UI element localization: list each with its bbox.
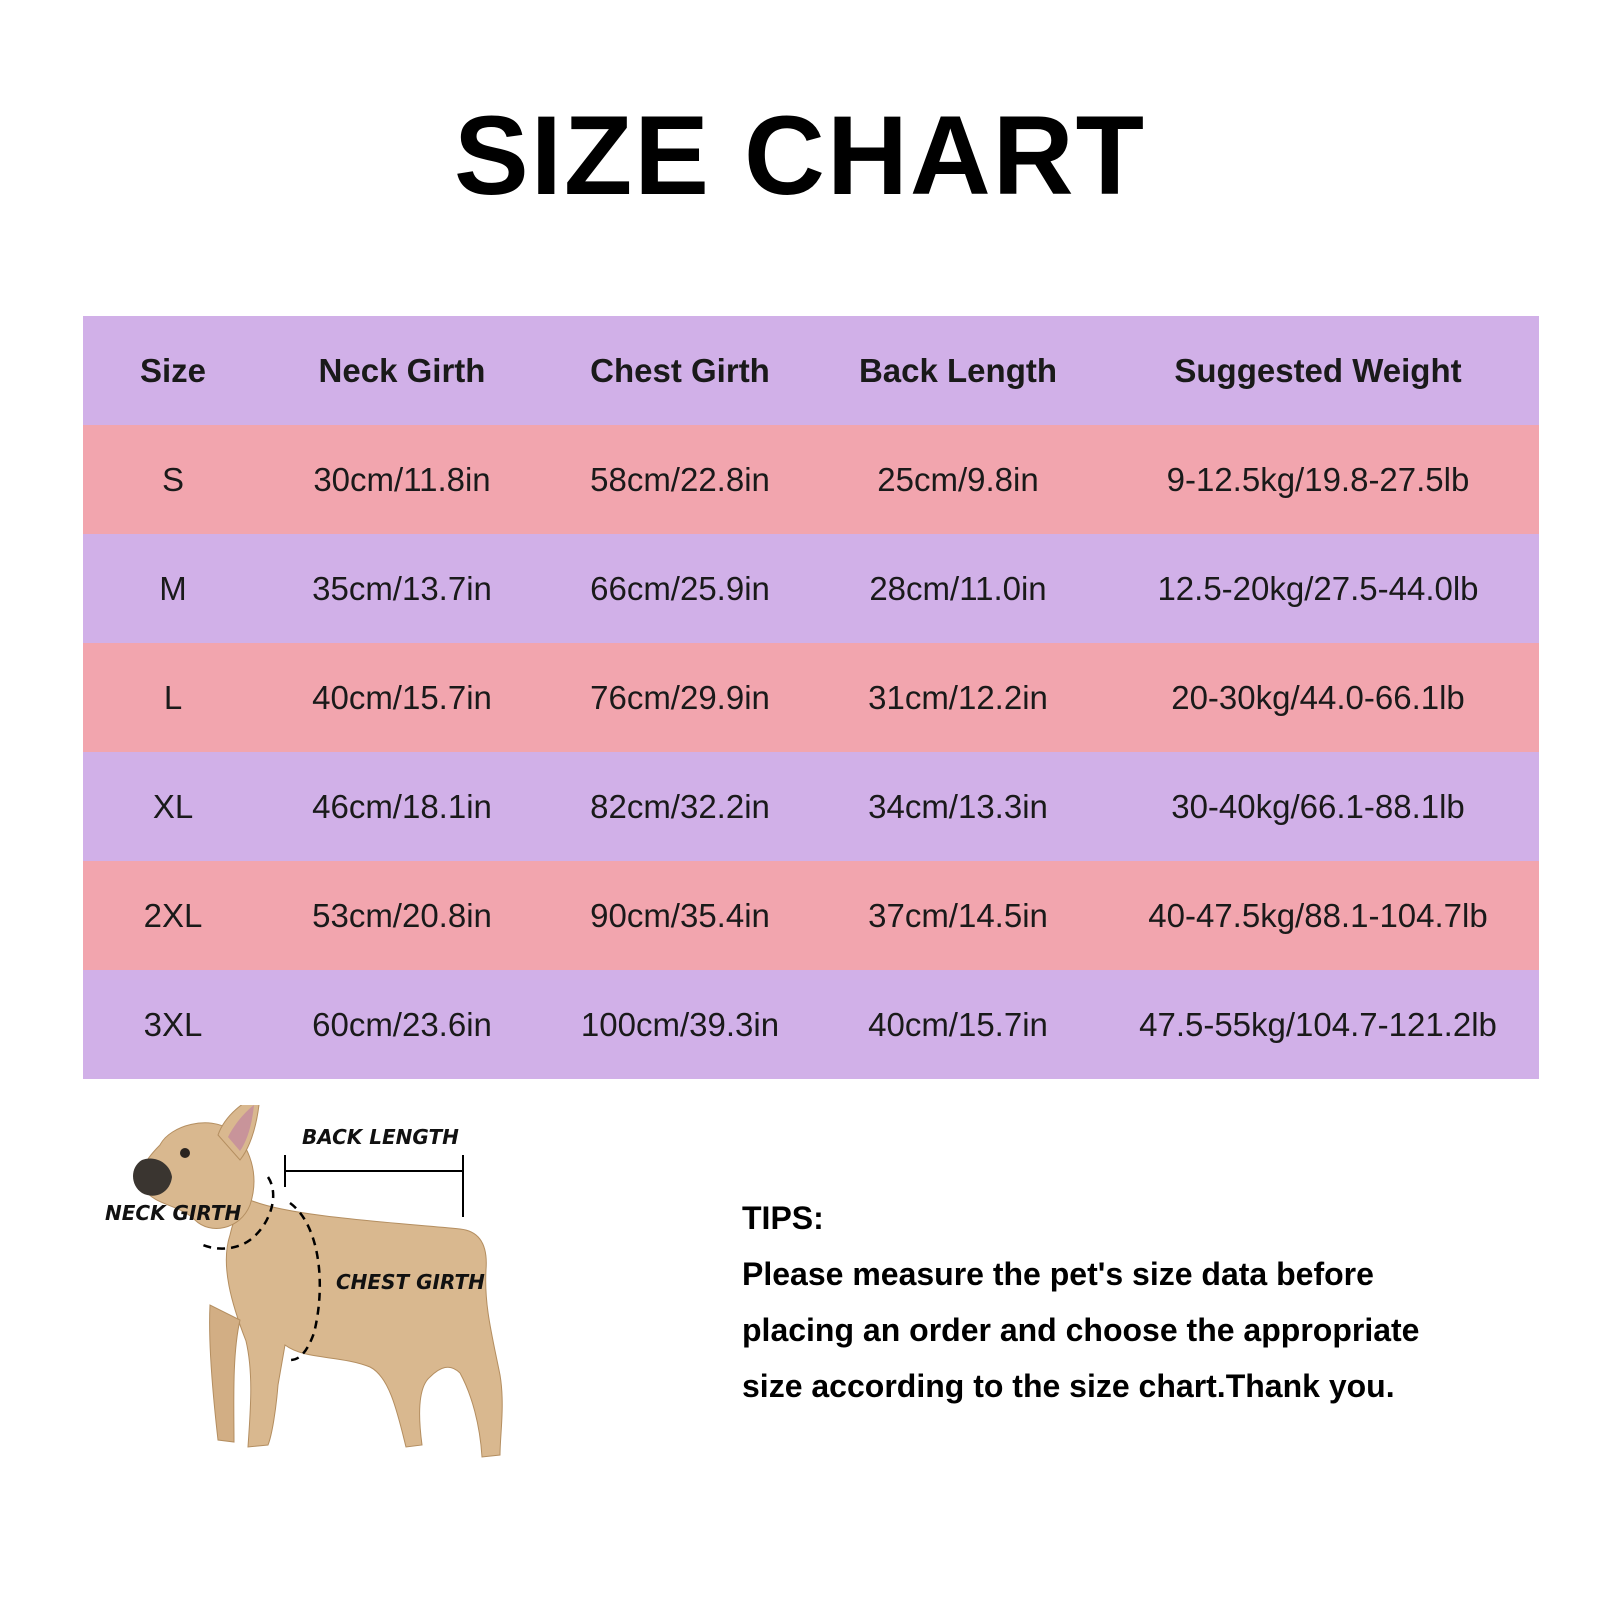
table-cell: 35cm/13.7in xyxy=(312,569,492,607)
dog-illustration xyxy=(100,1105,540,1500)
table-cell: 37cm/14.5in xyxy=(868,896,1048,934)
table-row xyxy=(83,752,1539,861)
table-cell: 58cm/22.8in xyxy=(590,460,770,498)
dog-body xyxy=(226,1200,502,1457)
table-cell: 20-30kg/44.0-66.1lb xyxy=(1171,678,1465,716)
table-cell: 40-47.5kg/88.1-104.7lb xyxy=(1148,896,1488,934)
dog-measurement-diagram xyxy=(100,1105,540,1500)
tips-title: TIPS: xyxy=(742,1200,824,1236)
table-cell: 90cm/35.4in xyxy=(590,896,770,934)
table-cell: 82cm/32.2in xyxy=(590,787,770,825)
neck-girth-label: NECK GIRTH xyxy=(105,1201,242,1225)
table-cell: 53cm/20.8in xyxy=(312,896,492,934)
tips-section xyxy=(742,1190,1502,1414)
table-cell: 100cm/39.3in xyxy=(580,1005,780,1043)
table-cell: 34cm/13.3in xyxy=(868,787,1048,825)
tips-line: placing an order and choose the appropriate xyxy=(742,1312,1420,1348)
table-cell: M xyxy=(159,569,187,607)
chest-girth-label: CHEST GIRTH xyxy=(336,1270,485,1294)
header-chest-girth: Chest Girth xyxy=(590,351,770,389)
table-cell: XL xyxy=(152,787,194,825)
table-cell: 60cm/23.6in xyxy=(312,1005,492,1043)
table-cell: 9-12.5kg/19.8-27.5lb xyxy=(1166,460,1470,498)
table-cell: 30-40kg/66.1-88.1lb xyxy=(1171,787,1465,825)
table-row xyxy=(83,970,1539,1079)
header-neck-girth: Neck Girth xyxy=(318,351,486,389)
table-row xyxy=(83,861,1539,970)
table-row xyxy=(83,425,1539,534)
table-cell: 76cm/29.9in xyxy=(590,678,770,716)
table-row xyxy=(83,534,1539,643)
table-cell: 28cm/11.0in xyxy=(869,569,1047,607)
tips-line: size according to the size chart.Thank you. xyxy=(742,1368,1395,1404)
table-header-row xyxy=(83,316,1539,425)
table-cell: 40cm/15.7in xyxy=(312,678,492,716)
page-title: SIZE CHART xyxy=(454,93,1146,218)
table-cell: 66cm/25.9in xyxy=(590,569,770,607)
table-cell: 25cm/9.8in xyxy=(877,460,1039,498)
table-cell: 12.5-20kg/27.5-44.0lb xyxy=(1157,569,1479,607)
table-row xyxy=(83,643,1539,752)
table-cell: 46cm/18.1in xyxy=(312,787,492,825)
table-cell: 30cm/11.8in xyxy=(313,460,491,498)
header-back-length: Back Length xyxy=(858,351,1058,389)
header-size: Size xyxy=(139,351,207,389)
table-cell: 2XL xyxy=(143,896,203,934)
dog-front-leg xyxy=(210,1305,240,1442)
tips-line: Please measure the pet's size data before xyxy=(742,1256,1374,1292)
table-cell: 47.5-55kg/104.7-121.2lb xyxy=(1139,1005,1497,1043)
table-cell: 31cm/12.2in xyxy=(868,678,1048,716)
table-cell: 40cm/15.7in xyxy=(868,1005,1048,1043)
table-cell: L xyxy=(163,678,183,716)
dog-eye xyxy=(180,1148,190,1158)
back-length-label: BACK LENGTH xyxy=(302,1125,459,1149)
table-cell: S xyxy=(161,460,184,498)
size-table xyxy=(83,316,1539,1079)
header-suggested-weight: Suggested Weight xyxy=(1174,351,1462,389)
table-cell: 3XL xyxy=(143,1005,203,1043)
